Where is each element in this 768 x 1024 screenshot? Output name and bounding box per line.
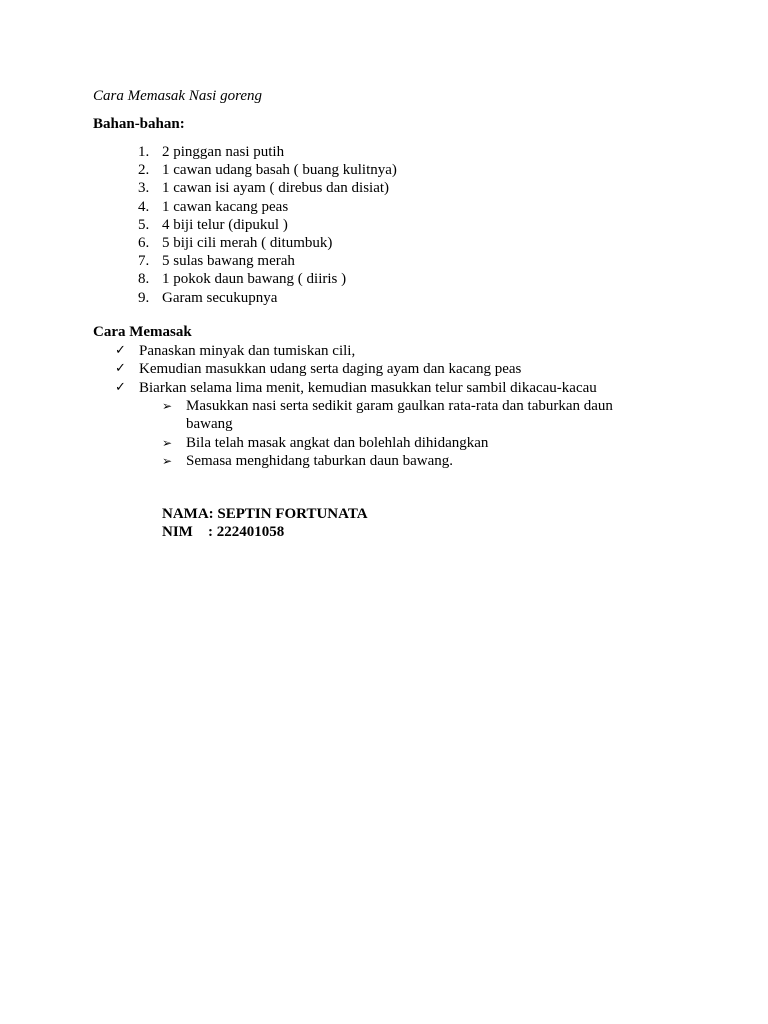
name-value: : SEPTIN FORTUNATA	[208, 506, 368, 522]
arrow-bullet-icon: ➢	[162, 435, 173, 450]
method-heading: Cara Memasak	[93, 324, 192, 340]
list-item	[93, 434, 656, 452]
list-number: 9.	[138, 289, 150, 306]
list-item-text: 1 pokok daun bawang ( diiris )	[162, 271, 347, 288]
substep-text: Bila telah masak angkat dan bolehlah dihidangkan	[186, 434, 489, 451]
substep-text: Masukkan nasi serta sedikit garam gaulkan rata-rata dan taburkan daun bawang	[186, 398, 613, 433]
substep-text: Semasa menghidang taburkan daun bawang.	[186, 453, 454, 470]
list-number: 8.	[138, 271, 150, 288]
signature-block	[162, 505, 368, 542]
list-number: 6.	[138, 234, 150, 251]
name-row	[162, 505, 368, 523]
check-icon: ✓	[115, 361, 126, 377]
list-number: 5.	[138, 216, 150, 233]
nim-label: NIM	[162, 524, 193, 541]
list-item-text: 1 cawan isi ayam ( direbus dan disiat)	[162, 180, 390, 197]
list-item	[93, 397, 656, 434]
list-item-text: 4 biji telur (dipukul )	[162, 216, 288, 233]
list-number: 3.	[138, 180, 150, 197]
list-number: 4.	[138, 198, 150, 215]
arrow-bullet-icon: ➢	[162, 399, 173, 413]
step-text: Biarkan selama lima menit, kemudian masukkan telur sambil dikacau-kacau	[139, 379, 597, 396]
list-item-text: 2 pinggan nasi putih	[162, 144, 285, 160]
list-item-text: Garam secukupnya	[162, 289, 278, 306]
substeps-list	[93, 397, 656, 471]
nim-value: : 222401058	[208, 524, 285, 541]
name-label: NAMA	[162, 506, 209, 522]
list-item-text: 5 biji cili merah ( ditumbuk)	[162, 234, 333, 251]
step-text: Kemudian masukkan udang serta daging ayam dan kacang peas	[139, 361, 522, 378]
list-item-text: 5 sulas bawang merah	[162, 253, 295, 270]
step-text: Panaskan minyak dan tumiskan cili,	[139, 343, 356, 359]
check-icon: ✓	[115, 343, 126, 358]
nim-row	[162, 523, 368, 541]
document-title: Cara Memasak Nasi goreng	[93, 88, 263, 104]
ingredients-heading: Bahan-bahan:	[93, 116, 185, 132]
list-item-text: 1 cawan udang basah ( buang kulitnya)	[162, 162, 397, 179]
check-icon: ✓	[115, 379, 126, 395]
list-number: 7.	[138, 253, 150, 270]
list-item-text: 1 cawan kacang peas	[162, 198, 289, 215]
list-number: 2.	[138, 162, 150, 179]
list-number: 1.	[138, 144, 150, 160]
arrow-bullet-icon: ➢	[162, 454, 173, 469]
list-item	[93, 452, 656, 470]
